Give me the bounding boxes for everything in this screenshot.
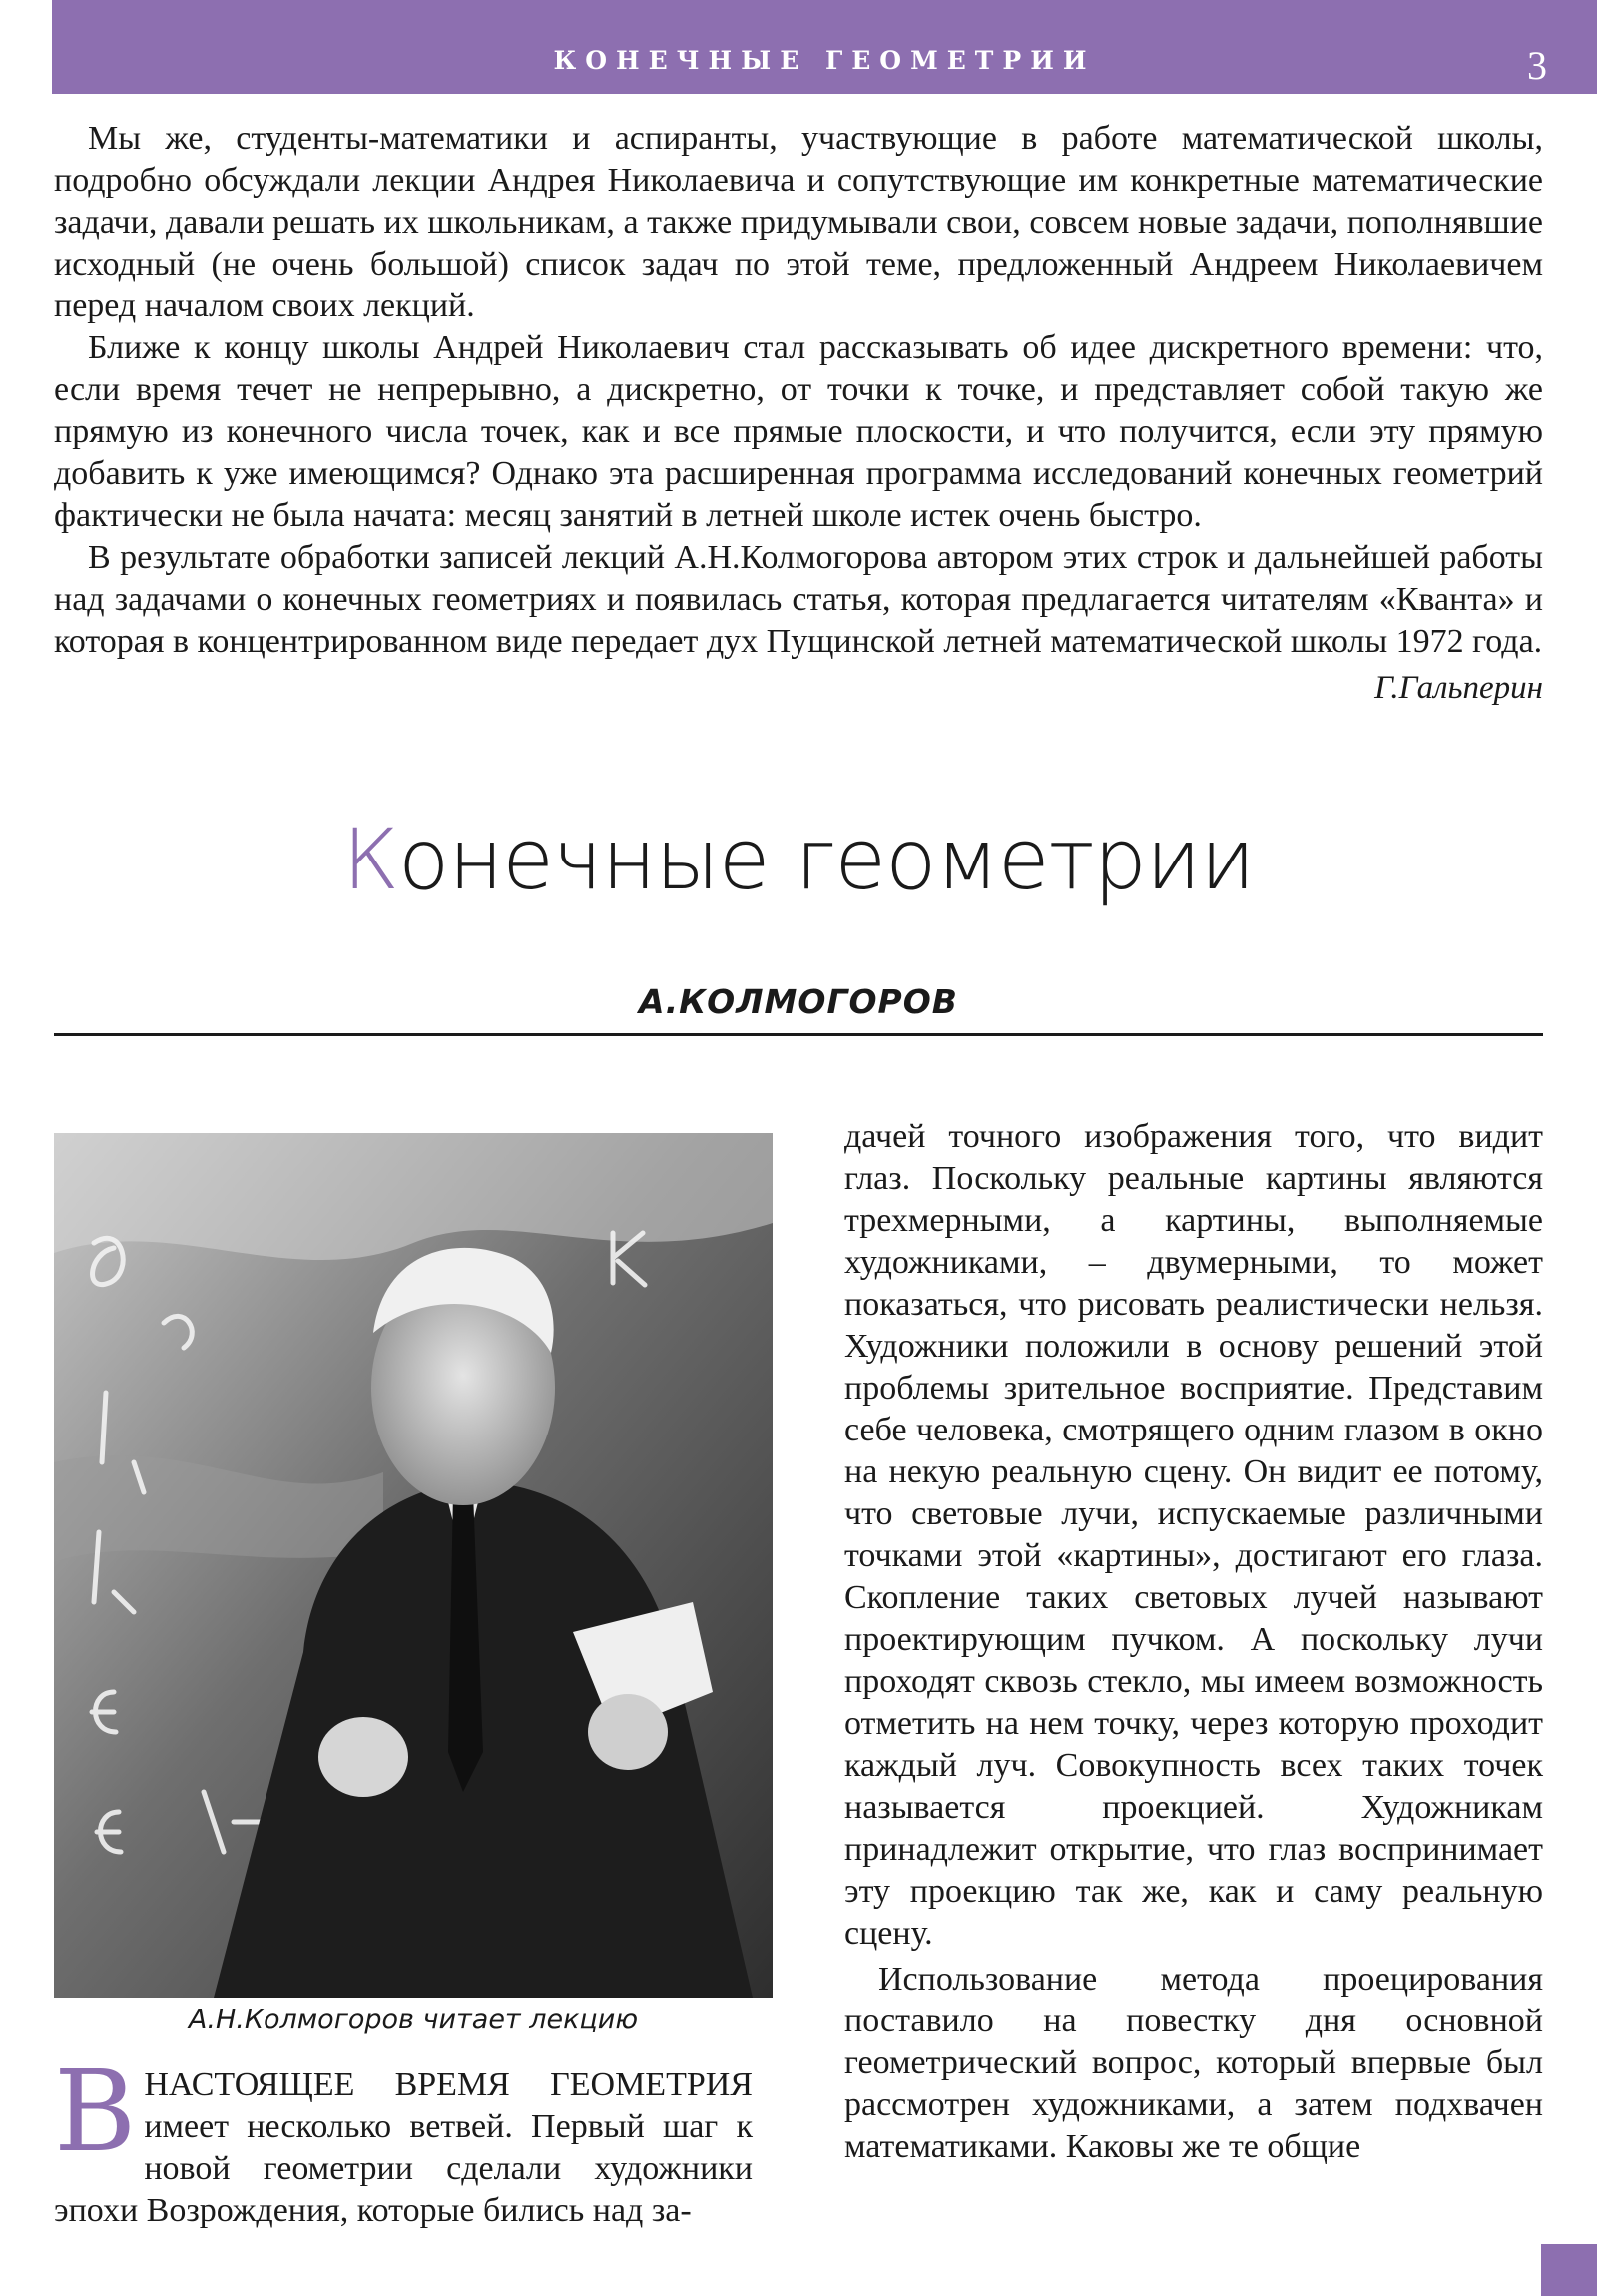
intro-text xyxy=(54,118,1543,709)
drop-cap: В xyxy=(54,2047,137,2177)
right-column-paragraph: дачей точного изображения того, что видит глаз. Поскольку реальные картины являются трехмерными, а картины, выполняемые художниками, – двумерными, то может показаться, что рисовать реалистически нельзя. Художники положили в основу решений этой проблемы зрительное восприятие. Представим себе человека, смотрящего одним глазом в окно на некую реальную сцену. Он видит ее потому, что световые лучи, испускаемые различными точками этой «картины», достигают его глаза. Скопление таких световых лучей называют проектирующим пучком. А поскольку лучи проходят сквозь стекло, мы имеем возможность отметить на нем точку, через которую проходит каждый луч. Совокупность всех таких точек называется проекцией. Художникам принадлежит открытие, что глаз воспринимает эту проекцию так же, как и саму реальную сцену. xyxy=(844,1118,1543,1952)
left-column-text: имеет несколько ветвей. Первый шаг к новой геометрии сделали художники эпохи Возрождения, которые бились над за- xyxy=(54,2108,753,2229)
intro-signature: Г.Гальперин xyxy=(1374,670,1543,706)
photo-caption: А.Н.Колмогоров читает лекцию xyxy=(188,2005,639,2035)
right-column-paragraph: Использование метода проецирования поставило на повестку дня основной геометрический вопрос, который впервые был рассмотрен художниками, а затем подхвачен математиками. Каковы же те общие xyxy=(844,1961,1543,2165)
lead-in-caps: НАСТОЯЩЕЕ ВРЕМЯ ГЕОМЕТРИЯ xyxy=(144,2066,753,2103)
article-title xyxy=(0,811,1597,908)
running-header-bar xyxy=(52,0,1597,94)
intro-paragraph: Ближе к концу школы Андрей Николаевич стал рассказывать об идее дискретного времени: что, если время течет не непрерывно, а дискретно, от точки к точке, и представляет собой такую же прямую из конечного числа точек, как и все прямые плоскости, и что получится, если эту прямую добавить к уже имеющимся? Однако эта расширенная программа исследований конечных геометрий фактически не была начата: месяц занятий в летней школе истек очень быстро. xyxy=(54,329,1543,534)
intro-paragraph: Мы же, студенты-математики и аспиранты, участвующие в работе математической школы, подробно обсуждали лекции Андрея Николаевича и сопутствующие им конкретные математические задачи, давали решать их школьникам, а также придумывали свои, совсем новые задачи, пополнявшие исходный (не очень большой) список задач по этой теме, предложенный Андреем Николаевичем перед началом своих лекций. xyxy=(54,120,1543,324)
article-left-column xyxy=(54,2047,753,2232)
page-number: 3 xyxy=(1527,43,1547,88)
intro-paragraph: В результате обработки записей лекций А.Н.Колмогорова автором этих строк и дальнейшей работы над задачами о конечных геометриях и появилась статья, которая предлагается читателям «Кванта» и которая в концентрированном виде передает дух Пущинской летней математической школы 1972 года. xyxy=(54,539,1543,660)
author-rule xyxy=(54,1033,1543,1036)
article-author: А.КОЛМОГОРОВ xyxy=(639,982,958,1021)
article-title-initial: К xyxy=(342,811,398,908)
page-corner-tab xyxy=(1541,2244,1597,2296)
article-right-column xyxy=(844,1116,1543,2168)
photo-illustration xyxy=(54,1133,773,1998)
running-title: КОНЕЧНЫЕ ГЕОМЕТРИИ xyxy=(553,46,1096,75)
kolmogorov-lecture-photo xyxy=(54,1133,773,1998)
article-title-rest: онечные геометрии xyxy=(397,811,1255,908)
